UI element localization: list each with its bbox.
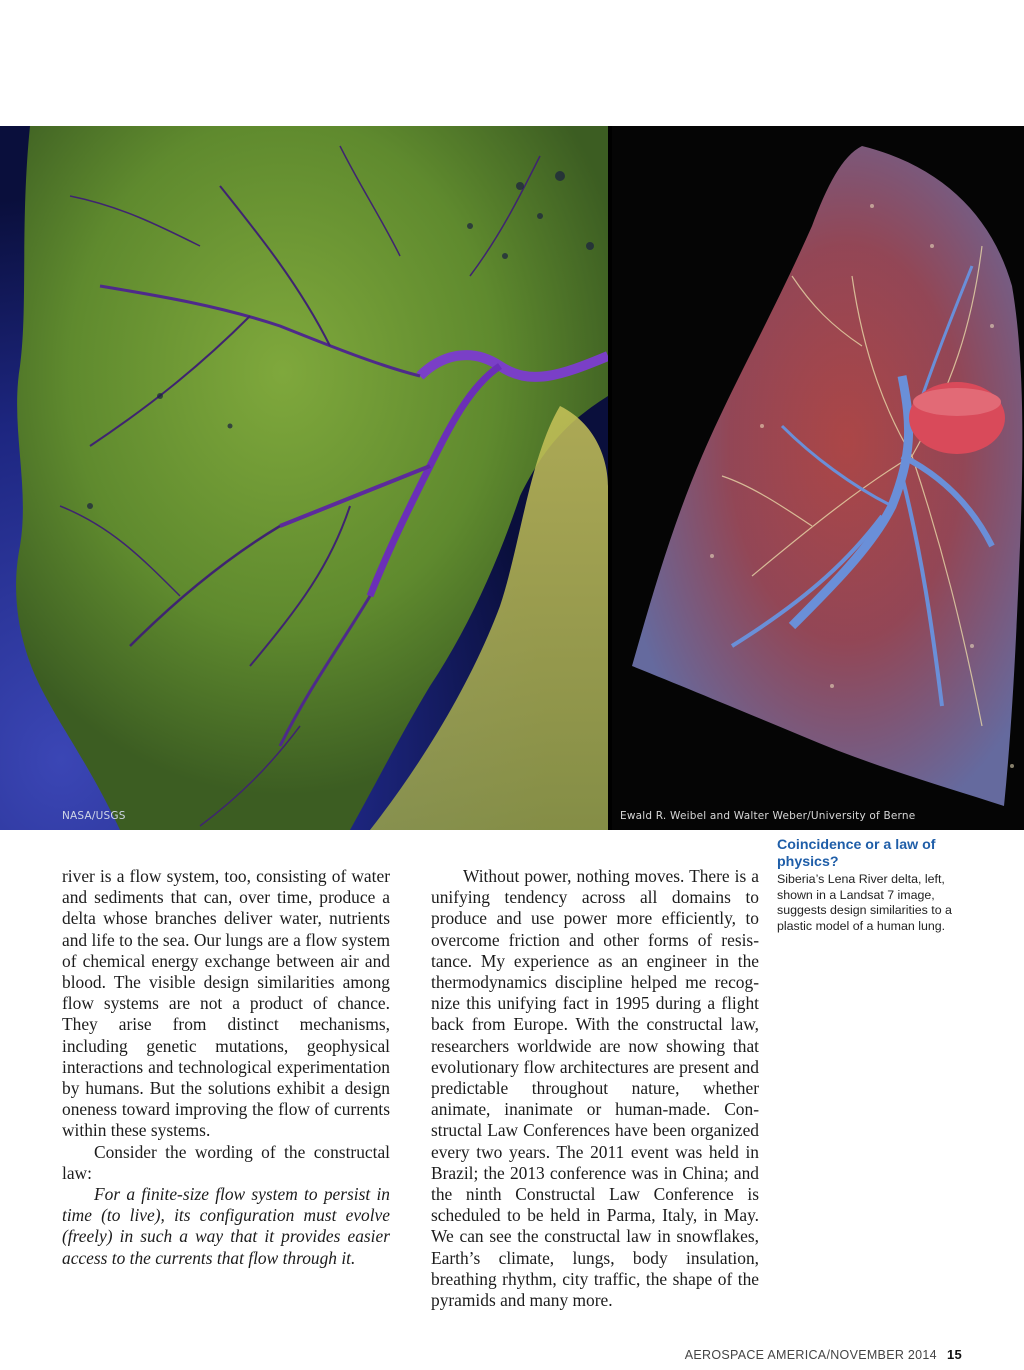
column2-paragraph-1: Without power, nothing moves. There is a unifying tendency across all domains to produce and use power more efficiently, to overcome friction and other forms of resistance. My experience as an engineer in the thermodynamics discipline helped me recognize this unifying fact in 1995 during a flight back from Europe. With the constructal law, researchers worldwide are now showing that evolutionary flow architectures are present and predictable throughout nature, whether animate, inanimate or human-made. Constructal Law Conferences have been organized every two years. The 2011 event was held in Brazil; the 2013 conference was in China; and the ninth Constructal Law Conference is scheduled to be held in Parma, Italy, in May. We can see the constructal law in snowflakes, Earth’s climate, lungs, body insulation, breathing rhythm, city traffic, the shape of the pyramids and many more. [431,866,759,1311]
left-photo-credit: NASA/USGS [62,810,126,822]
column1-paragraph-1: river is a flow system, too, consisting of water and sediments that can, over time, produce a delta whose branches deliver water, nutrients and life to the sea. Our lungs are a flow system of chemical energy exchange between air and blood. The visible design similarities among flow systems are not a product of chance. They arise from distinct mechanisms, including genetic mutations, geophysical interactions and technological experimentation by humans. But the solutions exhibit a design oneness toward improving the flow of currents within these systems. [62,866,390,1141]
photo-band [0,126,1024,830]
page-number: 15 [946,1347,962,1362]
caption-title: Coincidence or a law of physics? [777,837,936,870]
article-column-1 [62,866,390,1269]
page-footer [685,1347,962,1362]
lung-illustration [612,126,1024,830]
publication-line: AEROSPACE AMERICA/NOVEMBER 2014 [684,1348,937,1362]
article-column-2 [431,866,759,1311]
lena-delta-satellite-image [0,126,608,830]
delta-illustration [0,126,608,830]
caption-body: Siberia’s Lena River delta, left, shown in a Landsat 7 image, suggests design similarities to a plastic model of a human lung. [777,872,952,933]
lung-model-photo [612,126,1024,830]
right-photo-credit: Ewald R. Weibel and Walter Weber/University of Berne [620,810,916,822]
constructal-law-quote: For a finite-size flow system to persist in time (to live), its configuration must evolve (freely) in such a way that it provides easier access to the currents that flow through it. [62,1184,390,1268]
column1-paragraph-2: Consider the wording of the constructal law: [62,1141,390,1183]
photo-caption [777,837,987,934]
